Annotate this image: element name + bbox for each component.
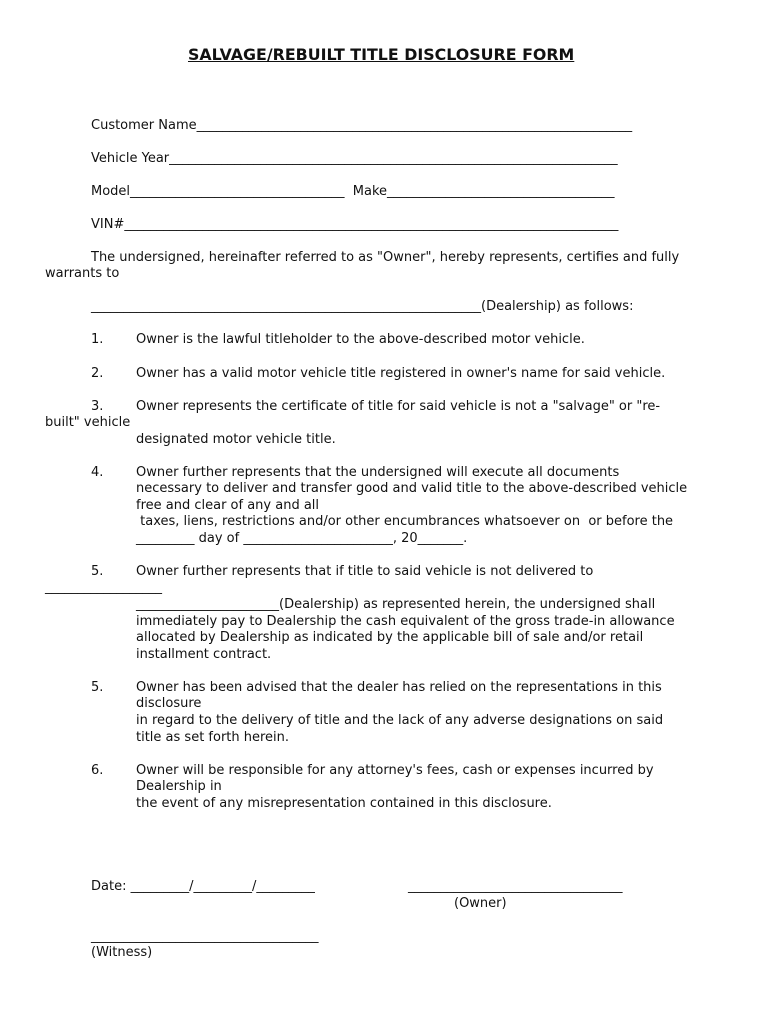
item-4-line-3: free and clear of any and all [136,498,320,513]
item-5b-line-1: Owner has been advised that the dealer has relied on the representations in this [136,680,662,695]
intro-line-1: The undersigned, hereinafter referred to as "Owner", hereby represents, certifies and fully [91,250,680,265]
item-5a-line-1: Owner further represents that if title to said vehicle is not delivered to [136,564,594,579]
item-3-line-1: Owner represents the certificate of title for said vehicle is not a "salvage" or "re- [136,399,661,414]
item-1-number: 1. [91,332,104,347]
item-5a-line-6: installment contract. [136,647,272,662]
item-5b-line-2: disclosure [136,696,202,711]
vin-field[interactable]: VIN#____________________________________________________________________________ [91,217,619,232]
item-3-line-2: built" vehicle [45,415,131,430]
item-5a-number: 5. [91,564,104,579]
item-4-number: 4. [91,465,104,480]
owner-label: (Owner) [454,896,507,911]
model-make-field[interactable]: Model_________________________________ Make___________________________________ [91,184,615,199]
witness-label: (Witness) [91,945,153,960]
item-6-line-2: Dealership in [136,779,222,794]
item-2-number: 2. [91,366,104,381]
item-5a-line-4: immediately pay to Dealership the cash equivalent of the gross trade-in allowance [136,614,675,629]
intro-line-2: warrants to [45,266,120,281]
item-6-line-3: the event of any misrepresentation contained in this disclosure. [136,796,552,811]
item-3-number: 3. [91,399,104,414]
item-4-date-line[interactable]: _________ day of _______________________, 20_______. [136,531,468,546]
item-4-line-2: necessary to deliver and transfer good and valid title to the above-described vehicle [136,481,688,496]
item-2-text: Owner has a valid motor vehicle title registered in owner's name for said vehicle. [136,366,666,381]
item-6-line-1: Owner will be responsible for any attorney's fees, cash or expenses incurred by [136,763,654,778]
customer-name-field[interactable]: Customer Name___________________________________________________________________ [91,118,633,133]
item-3-line-3: designated motor vehicle title. [136,432,336,447]
item-5a-line-2[interactable]: __________________ [45,580,162,595]
item-5b-line-3: in regard to the delivery of title and the lack of any adverse designations on said [136,713,664,728]
item-4-line-1: Owner further represents that the undersigned will execute all documents [136,465,620,480]
item-5b-number: 5. [91,680,104,695]
item-6-number: 6. [91,763,104,778]
owner-signature-line[interactable]: _________________________________ [408,879,623,894]
witness-signature-line[interactable]: ___________________________________ [91,929,319,944]
item-5a-line-3[interactable]: ______________________(Dealership) as represented herein, the undersigned shall [136,597,656,612]
item-1-text: Owner is the lawful titleholder to the above-described motor vehicle. [136,332,585,347]
vehicle-year-field[interactable]: Vehicle Year_____________________________________________________________________ [91,151,618,166]
form-title: SALVAGE/REBUILT TITLE DISCLOSURE FORM [187,45,575,64]
item-5a-line-5: allocated by Dealership as indicated by the applicable bill of sale and/or retail [136,630,644,645]
dealership-line[interactable]: ____________________________________________________________(Dealership) as follows: [91,299,634,314]
date-field[interactable]: Date: _________/_________/_________ [91,879,315,894]
item-4-line-4: taxes, liens, restrictions and/or other encumbrances whatsoever on or before the [136,514,674,529]
item-5b-line-4: title as set forth herein. [136,730,290,745]
